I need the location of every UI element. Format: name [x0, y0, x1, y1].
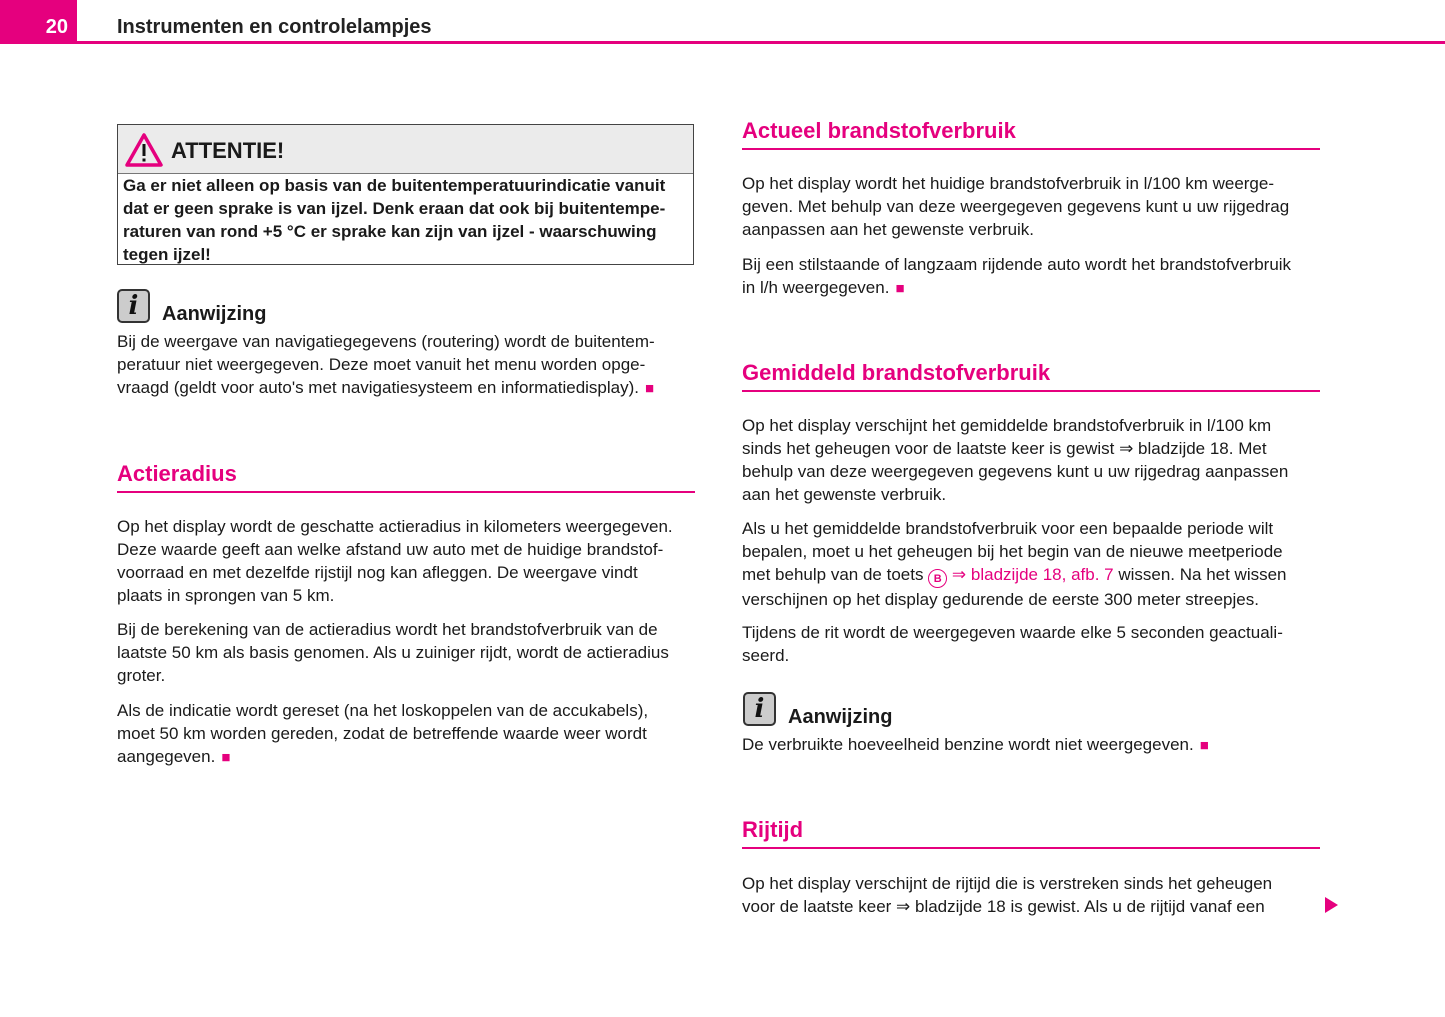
text: Op het display wordt de geschatte actieradius in kilometers weergegeven. — [117, 517, 673, 536]
continue-arrow-icon — [1325, 897, 1338, 913]
text-line — [742, 195, 1289, 218]
paragraph — [742, 872, 1272, 918]
text-line — [742, 517, 1287, 540]
text-line — [742, 621, 1283, 644]
text: Bij een stilstaande of langzaam rijdende auto wordt het brandstofverbruik — [742, 255, 1292, 274]
text: Bij de berekening van de actieradius wordt het brandstofverbruik van de — [117, 620, 658, 639]
text: in l/h weergegeven. — [742, 278, 890, 297]
text-line — [117, 722, 648, 745]
warning-title: ATTENTIE! — [171, 138, 285, 163]
end-of-section-mark: ■ — [221, 749, 231, 766]
text-line — [742, 172, 1289, 195]
text: Tijdens de rit wordt de weergegeven waarde elke 5 seconden geactuali- — [742, 623, 1283, 642]
text: groter. — [117, 666, 166, 685]
text-line — [117, 515, 673, 538]
text-line — [742, 253, 1291, 276]
text-line — [123, 197, 665, 220]
paragraph — [742, 621, 1283, 667]
paragraph — [742, 517, 1287, 611]
text: aangegeven. — [117, 747, 216, 766]
text-line — [742, 437, 1288, 460]
text-line — [742, 218, 1289, 241]
text-line — [742, 483, 1288, 506]
text: laatste 50 km als basis genomen. Als u zuiniger rijdt, wordt de actieradius — [117, 643, 669, 662]
note-title: Aanwijzing — [162, 303, 267, 325]
text-line — [117, 538, 673, 561]
text: Als de indicatie wordt gereset (na het loskoppelen van de accukabels), — [117, 701, 649, 720]
text-line — [742, 460, 1288, 483]
info-icon: i — [117, 289, 150, 323]
text-line — [123, 243, 665, 266]
note-text — [742, 733, 1209, 757]
paragraph — [742, 253, 1291, 300]
text: raturen van rond +5 °C er sprake kan zijn van ijzel - waarschuwing — [123, 222, 657, 241]
text-line — [117, 699, 648, 722]
text: peratuur niet weergegeven. Deze moet vanuit het menu worden opge- — [117, 355, 646, 374]
text: geven. Met behulp van deze weergegeven gegevens kunt u uw rijgedrag — [742, 197, 1290, 216]
section-heading-actieradius: Actieradius — [117, 461, 695, 493]
text: sinds het geheugen voor de laatste keer is gewist ⇒ bladzijde 18. Met — [742, 439, 1267, 458]
text: Bij de weergave van navigatiegegevens (routering) wordt de buitentem- — [117, 332, 655, 351]
note-title: Aanwijzing — [788, 706, 893, 728]
text-line — [117, 618, 669, 641]
warning-triangle-icon — [124, 132, 164, 168]
text: met behulp van de toets — [742, 565, 929, 584]
text: aan het gewenste verbruik. — [742, 485, 947, 504]
text: Deze waarde geeft aan welke afstand uw auto met de huidige brandstof- — [117, 540, 664, 559]
text: behulp van deze weergegeven gegevens kunt u uw rijgedrag aanpassen — [742, 462, 1289, 481]
text-line — [742, 872, 1272, 895]
paragraph — [117, 515, 673, 607]
paragraph — [117, 618, 669, 687]
text: voorraad en met dezelfde rijstijl nog kan afleggen. De weergave vindt — [117, 563, 638, 582]
section-heading-rijtijd: Rijtijd — [742, 817, 1320, 849]
text-line — [117, 745, 648, 769]
text-line — [742, 895, 1272, 918]
chapter-title: Instrumenten en controlelampjes — [117, 16, 432, 38]
warning-text — [123, 174, 665, 266]
text: verschijnen op het display gedurende de eerste 300 meter streepjes. — [742, 590, 1259, 609]
page-number: 20 — [45, 16, 68, 38]
paragraph — [742, 414, 1288, 506]
text: Ga er niet alleen op basis van de buitentemperatuurindicatie vanuit — [123, 176, 666, 195]
text-line — [742, 563, 1287, 588]
text: moet 50 km worden gereden, zodat de betreffende waarde weer wordt — [117, 724, 647, 743]
paragraph — [117, 699, 648, 769]
note-text — [117, 330, 655, 400]
text-line — [742, 540, 1287, 563]
text: Als u het gemiddelde brandstofverbruik voor een bepaalde periode wilt — [742, 519, 1274, 538]
button-b-icon: B — [928, 569, 947, 588]
text: vraagd (geldt voor auto's met navigatiesysteem en informatiedisplay). — [117, 378, 640, 397]
page-reference-link[interactable]: ⇒ bladzijde 18, afb. 7 — [951, 565, 1114, 584]
text-line — [742, 588, 1287, 611]
text: aanpassen aan het gewenste verbruik. — [742, 220, 1035, 239]
end-of-section-mark: ■ — [645, 380, 655, 397]
text: seerd. — [742, 646, 790, 665]
end-of-section-mark: ■ — [895, 280, 905, 297]
section-heading-gemiddeld: Gemiddeld brandstofverbruik — [742, 360, 1320, 392]
text: Op het display wordt het huidige brandstofverbruik in l/100 km weerge- — [742, 174, 1275, 193]
text: De verbruikte hoeveelheid benzine wordt niet weergegeven. — [742, 735, 1194, 754]
text: Op het display verschijnt de rijtijd die is verstreken sinds het geheugen — [742, 874, 1273, 893]
text-line — [742, 733, 1209, 757]
text-line — [117, 561, 673, 584]
text-line — [117, 584, 673, 607]
end-of-section-mark: ■ — [1199, 737, 1209, 754]
text: tegen ijzel! — [123, 245, 211, 264]
text-line — [117, 353, 655, 376]
warning-header — [118, 125, 693, 174]
text: voor de laatste keer ⇒ bladzijde 18 is gewist. Als u de rijtijd vanaf een — [742, 897, 1265, 916]
text: Op het display verschijnt het gemiddelde brandstofverbruik in l/100 km — [742, 416, 1272, 435]
info-icon: i — [743, 692, 776, 726]
header-rule — [77, 41, 1445, 44]
text: bepalen, moet u het geheugen bij het begin van de nieuwe meetperiode — [742, 542, 1283, 561]
text-line — [123, 220, 665, 243]
text: plaats in sprongen van 5 km. — [117, 586, 335, 605]
text-line — [117, 330, 655, 353]
text-line — [742, 276, 1291, 300]
text-line — [117, 664, 669, 687]
paragraph — [742, 172, 1289, 241]
warning-box — [117, 124, 694, 265]
text-line — [742, 644, 1283, 667]
section-heading-actueel: Actueel brandstofverbruik — [742, 118, 1320, 150]
text-line — [123, 174, 665, 197]
text: wissen. Na het wissen — [1113, 565, 1287, 584]
text-line — [117, 376, 655, 400]
text-line — [117, 641, 669, 664]
text: dat er geen sprake is van ijzel. Denk eraan dat ook bij buitentempe- — [123, 199, 666, 218]
text-line — [742, 414, 1288, 437]
